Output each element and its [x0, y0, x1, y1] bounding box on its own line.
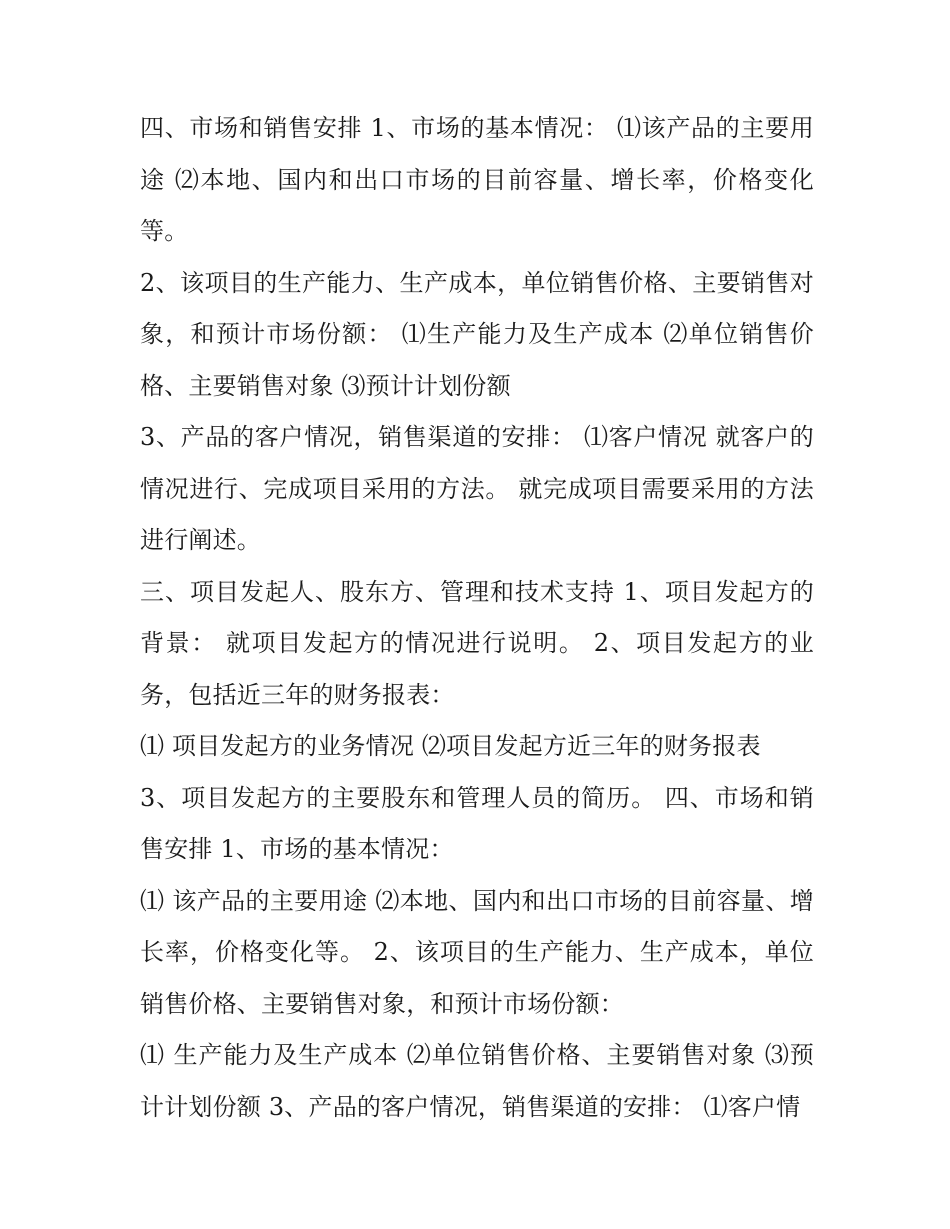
paragraph-sponsor-business: ⑴ 项目发起方的业务情况 ⑵项目发起方近三年的财务报表 [140, 732, 761, 760]
paragraph-market-sales-1: 四、市场和销售安排 1、市场的基本情况： ⑴该产品的主要用途 ⑵本地、国内和出口市场的目前容量、增长率，价格变化等。 [140, 114, 814, 245]
paragraph-market-sales-2: ⑴ 该产品的主要用途 ⑵本地、国内和出口市场的目前容量、增长率，价格变化等。 2、该项目的生产能力、生产成本，单位销售价格、主要销售对象，和预计市场份额： [140, 886, 814, 1018]
paragraph-capacity-cost-2: ⑴ 生产能力及生产成本 ⑵单位销售价格、主要销售对象 ⑶预计计划份额 3、产品的客户情况，销售渠道的安排： ⑴客户情 [140, 1041, 814, 1121]
paragraph-customers-channels: 3、产品的客户情况，销售渠道的安排： ⑴客户情况 就客户的情况进行、完成项目采用的方法。 就完成项目需要采用的方法进行阐述。 [140, 423, 814, 554]
paragraph-sponsor-shareholders: 三、项目发起人、股东方、管理和技术支持 1、项目发起方的背景： 就项目发起方的情况进行说明。 2、项目发起方的业务，包括近三年的财务报表： [140, 577, 814, 709]
document-body [140, 103, 814, 1133]
paragraph-capacity-cost-1: 2、该项目的生产能力、生产成本，单位销售价格、主要销售对象，和预计市场份额： ⑴生产能力及生产成本 ⑵单位销售价格、主要销售对象 ⑶预计计划份额 [140, 268, 814, 400]
paragraph-shareholders-resume: 3、项目发起方的主要股东和管理人员的简历。 四、市场和销售安排 1、市场的基本情况： [140, 783, 814, 863]
